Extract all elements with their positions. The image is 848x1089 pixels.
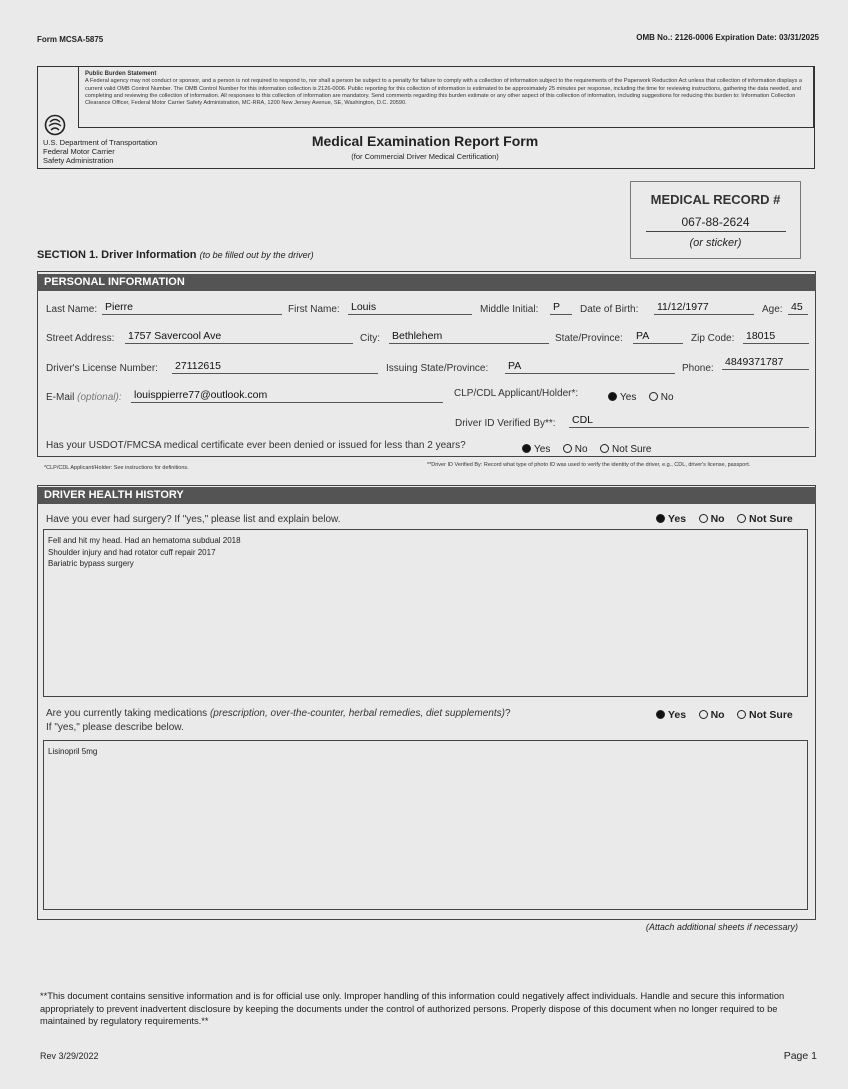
- phone-label: Phone:: [682, 363, 714, 374]
- zip-field[interactable]: 18015: [743, 330, 809, 344]
- radio-selected-icon[interactable]: [522, 444, 531, 453]
- middle-initial-field[interactable]: P: [550, 301, 572, 315]
- radio-empty-icon[interactable]: [737, 514, 746, 523]
- meds-notsure-option[interactable]: Not Sure: [737, 709, 793, 721]
- surgery-line: Fell and hit my head. Had an hematoma subdual 2018: [48, 536, 241, 545]
- form-title: Medical Examination Report Form: [311, 133, 539, 149]
- street-label: Street Address:: [46, 333, 115, 344]
- omb-expiration: OMB No.: 2126-0006 Expiration Date: 03/31/2025: [636, 33, 819, 42]
- radio-empty-icon[interactable]: [600, 444, 609, 453]
- form-number: Form MCSA-5875: [37, 35, 104, 44]
- meds-question: Are you currently taking medications (prescription, over-the-counter, herbal remedies, diet supplements)?: [46, 708, 511, 719]
- radio-empty-icon[interactable]: [699, 514, 708, 523]
- first-name-label: First Name:: [288, 304, 340, 315]
- meds-line: Lisinopril 5mg: [48, 747, 98, 756]
- clp-yes-option[interactable]: Yes: [608, 392, 636, 403]
- city-field[interactable]: Bethlehem: [389, 330, 549, 344]
- denied-yes-option[interactable]: Yes: [522, 444, 550, 455]
- revision-date: Rev 3/29/2022: [40, 1051, 99, 1061]
- meds-radio-group: [656, 705, 801, 723]
- clp-no-option[interactable]: No: [649, 392, 674, 403]
- zip-label: Zip Code:: [691, 333, 735, 344]
- radio-selected-icon[interactable]: [656, 514, 665, 523]
- burden-text: A Federal agency may not conduct or sponsor, and a person is not required to respond to, nor shall a person be subject to a penalty for failure to comply with a collection of information subject to the requirements of the Paperwork Reduction Act unless that collection of information displays a current valid OMB Control Number. The OMB Control Number for this information collection is 2126-0006. Public reporting for this collection of information is estimated to be approximately 25 minutes per response, including the time for reviewing instructions, gathering the data needed, and completing and reviewing the collection of information. All responses to this collection of information are mandatory. Send comments regarding this burden estimate or any other aspect of this collection of information, including suggestions for reducing this burden to: Information Collection Clearance Officer, Federal Motor Carrier Safety Administration, MC-RRA, 1200 New Jersey Avenue, SE, Washington, D.C. 20590.: [85, 78, 803, 107]
- state-field[interactable]: PA: [633, 330, 683, 344]
- age-label: Age:: [762, 304, 783, 315]
- denied-notsure-option[interactable]: Not Sure: [600, 444, 651, 455]
- form-subtitle: (for Commercial Driver Medical Certification): [351, 152, 499, 161]
- street-field[interactable]: 1757 Savercool Ave: [125, 330, 353, 344]
- meds-yes-option[interactable]: Yes: [656, 709, 686, 721]
- meds-no-option[interactable]: No: [699, 709, 725, 721]
- meds-textarea[interactable]: [43, 740, 808, 910]
- surgery-line: Bariatric bypass surgery: [48, 559, 134, 568]
- clp-radio-group: [608, 387, 682, 405]
- attach-note: (Attach additional sheets if necessary): [645, 922, 798, 932]
- license-label: Driver's License Number:: [46, 363, 158, 374]
- surgery-radio-group: [656, 509, 801, 527]
- medical-record-value[interactable]: 067-88-2624: [646, 215, 786, 232]
- denied-no-option[interactable]: No: [563, 444, 588, 455]
- clp-label: CLP/CDL Applicant/Holder*:: [454, 388, 579, 399]
- denied-radio-group: [522, 439, 660, 457]
- medical-record-label: MEDICAL RECORD #: [650, 192, 781, 207]
- surgery-line: Shoulder injury and had rotator cuff repair 2017: [48, 547, 216, 557]
- radio-empty-icon[interactable]: [649, 392, 658, 401]
- email-optional-label: (optional):: [77, 392, 122, 403]
- first-name-field[interactable]: Louis: [348, 301, 472, 315]
- surgery-question: Have you ever had surgery? If "yes," please list and explain below.: [46, 514, 341, 525]
- last-name-field[interactable]: Pierre: [102, 301, 282, 315]
- issuing-field[interactable]: PA: [505, 360, 675, 374]
- radio-selected-icon[interactable]: [656, 710, 665, 719]
- email-label: E-Mail: [46, 392, 75, 403]
- medical-record-box: [630, 181, 801, 259]
- verified-label: Driver ID Verified By**:: [455, 418, 556, 429]
- agency-name: U.S. Department of Transportation Federal Motor Carrier Safety Administration: [43, 138, 158, 165]
- verified-field[interactable]: CDL: [569, 414, 809, 428]
- section1-title: SECTION 1. Driver Information (to be filled out by the driver): [37, 249, 314, 261]
- license-field[interactable]: 27112615: [172, 360, 378, 374]
- footnote-verified: **Driver ID Verified By: Record what type of photo ID was used to verify the identity of the driver, e.g., CDL, driver's license, passport.: [427, 462, 751, 468]
- middle-initial-label: Middle Initial:: [480, 304, 539, 315]
- issuing-label: Issuing State/Province:: [386, 363, 489, 374]
- phone-field[interactable]: 4849371787: [722, 356, 809, 370]
- dob-label: Date of Birth:: [580, 304, 639, 315]
- surgery-textarea[interactable]: [43, 529, 808, 697]
- dob-field[interactable]: 11/12/1977: [654, 301, 754, 315]
- surgery-yes-option[interactable]: Yes: [656, 513, 686, 525]
- radio-empty-icon[interactable]: [737, 710, 746, 719]
- dot-logo-icon: [44, 114, 66, 136]
- email-field[interactable]: louisppierre77@outlook.com: [131, 389, 443, 403]
- surgery-no-option[interactable]: No: [699, 513, 725, 525]
- burden-title: Public Burden Statement: [85, 71, 157, 77]
- footer-notice: **This document contains sensitive information and is for official use only. Improper handling of this information could negatively affect individuals. Handle and secure this information appropriately to prevent inadvertent disclosure by keeping the documents under the control of authorized persons. Properly dispose of this document when no longer required to be maintained by regulatory requirements.**: [40, 991, 785, 1026]
- footnote-clp: *CLP/CDL Applicant/Holder: See instructions for definitions.: [44, 465, 189, 471]
- age-field[interactable]: 45: [788, 301, 808, 315]
- city-label: City:: [360, 333, 380, 344]
- radio-empty-icon[interactable]: [563, 444, 572, 453]
- last-name-label: Last Name:: [46, 304, 98, 315]
- personal-info-header: PERSONAL INFORMATION: [37, 274, 816, 291]
- surgery-notsure-option[interactable]: Not Sure: [737, 513, 793, 525]
- medical-record-sticker: (or sticker): [689, 237, 742, 249]
- denied-question: Has your USDOT/FMCSA medical certificate ever been denied or issued for less than 2 years?: [46, 440, 466, 451]
- state-label: State/Province:: [555, 333, 623, 344]
- radio-selected-icon[interactable]: [608, 392, 617, 401]
- burden-statement: [78, 66, 814, 128]
- page-number: Page 1: [783, 1050, 817, 1062]
- radio-empty-icon[interactable]: [699, 710, 708, 719]
- meds-question-2: If "yes," please describe below.: [46, 722, 184, 733]
- health-history-header: DRIVER HEALTH HISTORY: [37, 487, 816, 504]
